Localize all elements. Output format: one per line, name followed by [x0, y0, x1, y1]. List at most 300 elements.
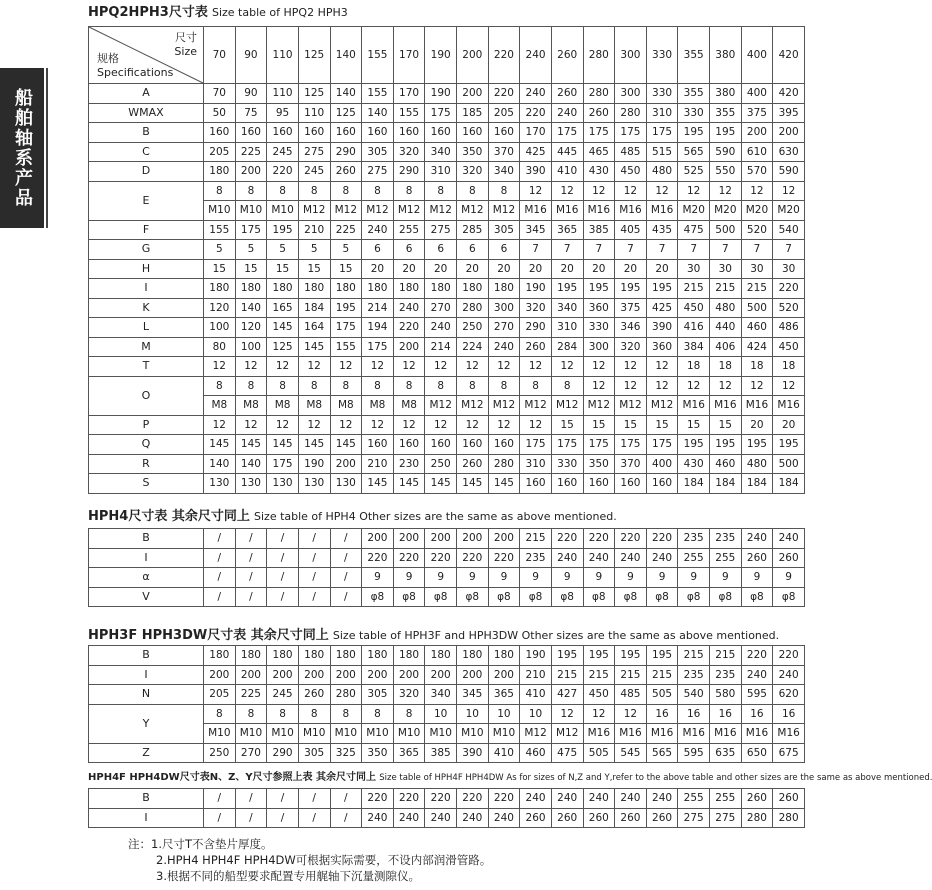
value-cell: 8 — [298, 704, 330, 724]
value-cell: 20 — [520, 259, 552, 279]
value-cell: 7 — [773, 240, 805, 260]
value-cell: 8 — [330, 181, 362, 201]
table-row — [89, 318, 805, 338]
value-cell: 565 — [678, 142, 710, 162]
value-cell: 385 — [583, 220, 615, 240]
value-cell: 410 — [488, 743, 520, 763]
value-cell: 180 — [267, 646, 299, 666]
value-cell: 480 — [646, 162, 678, 182]
value-cell: M12 — [520, 396, 552, 416]
value-cell: 260 — [773, 548, 805, 568]
value-cell: 350 — [362, 743, 394, 763]
value-cell: 370 — [615, 454, 647, 474]
value-cell: 200 — [457, 529, 489, 549]
value-cell: 5 — [235, 240, 267, 260]
header-size-cn: 尺寸 — [175, 31, 197, 44]
value-cell: 195 — [773, 435, 805, 455]
value-cell: 310 — [520, 454, 552, 474]
value-cell: 310 — [646, 103, 678, 123]
value-cell: 220 — [457, 548, 489, 568]
value-cell: 125 — [267, 337, 299, 357]
value-cell: / — [204, 789, 236, 809]
value-cell: / — [330, 789, 362, 809]
value-cell: 235 — [678, 529, 710, 549]
value-cell: 220 — [393, 789, 425, 809]
value-cell: 15 — [583, 415, 615, 435]
value-cell: / — [235, 568, 267, 588]
value-cell: 370 — [488, 142, 520, 162]
value-cell: M10 — [267, 201, 299, 221]
value-cell: / — [330, 808, 362, 828]
value-cell: 15 — [267, 259, 299, 279]
value-cell: 160 — [204, 123, 236, 143]
value-cell: 475 — [551, 743, 583, 763]
value-cell: 12 — [583, 704, 615, 724]
value-cell: 280 — [615, 103, 647, 123]
value-cell: 20 — [457, 259, 489, 279]
value-cell: 190 — [520, 646, 552, 666]
value-cell: 9 — [710, 568, 742, 588]
value-cell: 610 — [741, 142, 773, 162]
value-cell: 240 — [425, 808, 457, 828]
value-cell: M12 — [583, 396, 615, 416]
value-cell: 320 — [393, 142, 425, 162]
value-cell: 200 — [235, 162, 267, 182]
value-cell: 450 — [773, 337, 805, 357]
value-cell: 200 — [773, 123, 805, 143]
value-cell: 160 — [615, 474, 647, 494]
value-cell: 175 — [330, 318, 362, 338]
value-cell: 160 — [488, 123, 520, 143]
value-cell: 230 — [393, 454, 425, 474]
value-cell: / — [204, 568, 236, 588]
size-header-cell: 300 — [615, 27, 647, 84]
size-table-hpq2-hph3 — [88, 26, 805, 494]
value-cell: 430 — [583, 162, 615, 182]
value-cell: / — [298, 587, 330, 607]
value-cell: 270 — [425, 298, 457, 318]
value-cell: 75 — [235, 103, 267, 123]
value-cell: φ8 — [710, 587, 742, 607]
value-cell: 465 — [583, 142, 615, 162]
value-cell: 255 — [678, 789, 710, 809]
value-cell: 180 — [298, 279, 330, 299]
value-cell: 8 — [393, 181, 425, 201]
value-cell: 595 — [741, 685, 773, 705]
value-cell: M16 — [583, 724, 615, 744]
value-cell: 320 — [393, 685, 425, 705]
value-cell: 260 — [457, 454, 489, 474]
table-row — [89, 435, 805, 455]
value-cell: 395 — [773, 103, 805, 123]
table-row — [89, 220, 805, 240]
value-cell: φ8 — [520, 587, 552, 607]
value-cell: 220 — [773, 279, 805, 299]
value-cell: 180 — [488, 646, 520, 666]
value-cell: 545 — [615, 743, 647, 763]
value-cell: 215 — [710, 646, 742, 666]
value-cell: 225 — [235, 142, 267, 162]
value-cell: 110 — [298, 103, 330, 123]
row-label-cell: O — [89, 376, 204, 415]
value-cell: 250 — [425, 454, 457, 474]
value-cell: 180 — [204, 279, 236, 299]
value-cell: 380 — [710, 84, 742, 104]
value-cell: 145 — [362, 474, 394, 494]
value-cell: 240 — [520, 789, 552, 809]
value-cell: M12 — [425, 201, 457, 221]
value-cell: 160 — [520, 474, 552, 494]
value-cell: 6 — [488, 240, 520, 260]
value-cell: 195 — [267, 220, 299, 240]
value-cell: 16 — [773, 704, 805, 724]
value-cell: 130 — [330, 474, 362, 494]
value-cell: M16 — [646, 201, 678, 221]
value-cell: 200 — [488, 529, 520, 549]
value-cell: 180 — [267, 279, 299, 299]
value-cell: 320 — [520, 298, 552, 318]
value-cell: M16 — [646, 724, 678, 744]
value-cell: 6 — [457, 240, 489, 260]
value-cell: 300 — [615, 84, 647, 104]
value-cell: 8 — [362, 376, 394, 396]
value-cell: 180 — [298, 646, 330, 666]
value-cell: M16 — [710, 396, 742, 416]
size-header-cell: 355 — [678, 27, 710, 84]
value-cell: φ8 — [646, 587, 678, 607]
size-header-cell: 190 — [425, 27, 457, 84]
value-cell: 90 — [235, 84, 267, 104]
value-cell: 220 — [583, 529, 615, 549]
value-cell: 210 — [362, 454, 394, 474]
value-cell: 12 — [362, 357, 394, 377]
row-label-cell: L — [89, 318, 204, 338]
table-row — [89, 454, 805, 474]
value-cell: 225 — [330, 220, 362, 240]
value-cell: 8 — [235, 181, 267, 201]
size-header-cell: 200 — [457, 27, 489, 84]
value-cell: 12 — [615, 376, 647, 396]
value-cell: 590 — [773, 162, 805, 182]
value-cell: 540 — [678, 685, 710, 705]
value-cell: 520 — [741, 220, 773, 240]
size-header-cell: 170 — [393, 27, 425, 84]
value-cell: 215 — [678, 279, 710, 299]
value-cell: φ8 — [425, 587, 457, 607]
value-cell: 280 — [741, 808, 773, 828]
value-cell: 12 — [710, 181, 742, 201]
value-cell: 355 — [710, 103, 742, 123]
value-cell: 195 — [615, 646, 647, 666]
size-header-cell: 110 — [267, 27, 299, 84]
value-cell: / — [204, 529, 236, 549]
value-cell: 550 — [710, 162, 742, 182]
value-cell: 260 — [741, 548, 773, 568]
value-cell: 250 — [204, 743, 236, 763]
value-cell: 7 — [741, 240, 773, 260]
value-cell: 485 — [615, 142, 647, 162]
value-cell: 214 — [362, 298, 394, 318]
value-cell: M12 — [298, 201, 330, 221]
value-cell: 160 — [646, 474, 678, 494]
value-cell: 240 — [615, 548, 647, 568]
value-cell: 8 — [362, 181, 394, 201]
value-cell: 200 — [425, 665, 457, 685]
value-cell: 425 — [646, 298, 678, 318]
value-cell: / — [267, 587, 299, 607]
value-cell: / — [267, 548, 299, 568]
value-cell: 200 — [362, 665, 394, 685]
value-cell: 10 — [488, 704, 520, 724]
value-cell: 220 — [393, 318, 425, 338]
value-cell: 275 — [362, 162, 394, 182]
value-cell: 12 — [520, 357, 552, 377]
value-cell: M10 — [457, 724, 489, 744]
value-cell: 630 — [773, 142, 805, 162]
value-cell: 180 — [362, 646, 394, 666]
value-cell: 184 — [678, 474, 710, 494]
value-cell: 390 — [646, 318, 678, 338]
value-cell: 175 — [235, 220, 267, 240]
value-cell: 424 — [741, 337, 773, 357]
row-label-cell: H — [89, 259, 204, 279]
value-cell: 130 — [298, 474, 330, 494]
value-cell: 12 — [330, 415, 362, 435]
value-cell: 275 — [678, 808, 710, 828]
value-cell: 155 — [393, 103, 425, 123]
value-cell: 240 — [362, 808, 394, 828]
value-cell: 8 — [488, 181, 520, 201]
value-cell: 260 — [583, 808, 615, 828]
value-cell: 450 — [615, 162, 647, 182]
row-label-cell: F — [89, 220, 204, 240]
value-cell: M12 — [457, 201, 489, 221]
value-cell: 12 — [330, 357, 362, 377]
table-row — [89, 415, 805, 435]
table-row — [89, 685, 805, 705]
value-cell: 160 — [267, 123, 299, 143]
value-cell: 375 — [741, 103, 773, 123]
value-cell: M8 — [204, 396, 236, 416]
value-cell: 505 — [583, 743, 615, 763]
value-cell: 220 — [773, 646, 805, 666]
value-cell: 330 — [583, 318, 615, 338]
value-cell: 190 — [425, 84, 457, 104]
value-cell: 385 — [425, 743, 457, 763]
value-cell: 20 — [393, 259, 425, 279]
value-cell: / — [204, 587, 236, 607]
table-row — [89, 568, 805, 588]
value-cell: 220 — [646, 529, 678, 549]
value-cell: 384 — [678, 337, 710, 357]
value-cell: 175 — [615, 435, 647, 455]
row-label-cell: C — [89, 142, 204, 162]
value-cell: M10 — [267, 724, 299, 744]
value-cell: 290 — [267, 743, 299, 763]
value-cell: 240 — [520, 84, 552, 104]
value-cell: 5 — [330, 240, 362, 260]
value-cell: 145 — [488, 474, 520, 494]
value-cell: 220 — [551, 529, 583, 549]
value-cell: 240 — [488, 808, 520, 828]
value-cell: / — [330, 529, 362, 549]
table-row — [89, 84, 805, 104]
value-cell: 570 — [741, 162, 773, 182]
value-cell: M8 — [330, 396, 362, 416]
value-cell: M10 — [235, 724, 267, 744]
value-cell: 346 — [615, 318, 647, 338]
value-cell: 8 — [204, 376, 236, 396]
value-cell: 190 — [520, 279, 552, 299]
value-cell: 245 — [267, 142, 299, 162]
value-cell: 165 — [267, 298, 299, 318]
value-cell: 200 — [235, 665, 267, 685]
row-label-cell: Z — [89, 743, 204, 763]
value-cell: 300 — [488, 298, 520, 318]
size-header-cell: 240 — [520, 27, 552, 84]
value-cell: M12 — [330, 201, 362, 221]
row-label-cell: WMAX — [89, 103, 204, 123]
value-cell: 200 — [330, 454, 362, 474]
value-cell: / — [235, 529, 267, 549]
value-cell: 95 — [267, 103, 299, 123]
value-cell: / — [235, 808, 267, 828]
value-cell: 240 — [583, 548, 615, 568]
table-row — [89, 142, 805, 162]
value-cell: 255 — [393, 220, 425, 240]
value-cell: 12 — [298, 415, 330, 435]
value-cell: 480 — [741, 454, 773, 474]
size-header-cell: 420 — [773, 27, 805, 84]
value-cell: 325 — [330, 743, 362, 763]
value-cell: 284 — [551, 337, 583, 357]
value-cell: / — [298, 548, 330, 568]
value-cell: M10 — [204, 724, 236, 744]
value-cell: 16 — [646, 704, 678, 724]
value-cell: 7 — [551, 240, 583, 260]
value-cell: 195 — [741, 435, 773, 455]
notes-prefix: 注： — [128, 837, 151, 851]
value-cell: 240 — [362, 220, 394, 240]
value-cell: 280 — [330, 685, 362, 705]
table-row — [89, 298, 805, 318]
value-cell: 18 — [710, 357, 742, 377]
value-cell: 400 — [646, 454, 678, 474]
value-cell: 215 — [551, 665, 583, 685]
value-cell: M8 — [298, 396, 330, 416]
row-label-cell: G — [89, 240, 204, 260]
size-table-hph4f-hph4dw — [88, 788, 805, 828]
value-cell: 9 — [551, 568, 583, 588]
value-cell: 12 — [678, 376, 710, 396]
value-cell: 12 — [583, 181, 615, 201]
row-label-cell: K — [89, 298, 204, 318]
value-cell: 435 — [646, 220, 678, 240]
value-cell: 240 — [425, 318, 457, 338]
value-cell: 5 — [298, 240, 330, 260]
value-cell: 9 — [741, 568, 773, 588]
value-cell: M10 — [235, 201, 267, 221]
value-cell: M16 — [773, 396, 805, 416]
value-cell: M10 — [204, 201, 236, 221]
value-cell: M16 — [773, 724, 805, 744]
value-cell: 15 — [330, 259, 362, 279]
value-cell: 180 — [488, 279, 520, 299]
value-cell: 160 — [457, 123, 489, 143]
value-cell: 140 — [330, 84, 362, 104]
row-label-cell: B — [89, 123, 204, 143]
value-cell: 100 — [235, 337, 267, 357]
value-cell: 8 — [457, 181, 489, 201]
value-cell: 205 — [488, 103, 520, 123]
value-cell: φ8 — [362, 587, 394, 607]
value-cell: 12 — [425, 357, 457, 377]
value-cell: φ8 — [393, 587, 425, 607]
value-cell: 200 — [298, 665, 330, 685]
value-cell: 9 — [678, 568, 710, 588]
header-size-label — [174, 31, 197, 59]
value-cell: 200 — [457, 84, 489, 104]
value-cell: M16 — [615, 201, 647, 221]
value-cell: 200 — [267, 665, 299, 685]
value-cell: 255 — [678, 548, 710, 568]
value-cell: 145 — [298, 435, 330, 455]
value-cell: 160 — [457, 435, 489, 455]
value-cell: 180 — [204, 646, 236, 666]
value-cell: 9 — [520, 568, 552, 588]
value-cell: 30 — [773, 259, 805, 279]
value-cell: 220 — [393, 548, 425, 568]
value-cell: 195 — [583, 279, 615, 299]
value-cell: 416 — [678, 318, 710, 338]
value-cell: φ8 — [615, 587, 647, 607]
value-cell: M16 — [615, 724, 647, 744]
size-header-cell: 70 — [204, 27, 236, 84]
value-cell: 12 — [583, 357, 615, 377]
value-cell: 245 — [298, 162, 330, 182]
value-cell: 6 — [425, 240, 457, 260]
value-cell: 12 — [488, 357, 520, 377]
value-cell: 195 — [583, 646, 615, 666]
value-cell: 8 — [520, 376, 552, 396]
table-header-row — [89, 27, 805, 84]
value-cell: 180 — [425, 279, 457, 299]
value-cell: 200 — [330, 665, 362, 685]
value-cell: 220 — [267, 162, 299, 182]
value-cell: 140 — [235, 454, 267, 474]
value-cell: 214 — [425, 337, 457, 357]
row-label-cell: M — [89, 337, 204, 357]
value-cell: 175 — [551, 123, 583, 143]
row-label-cell: α — [89, 568, 204, 588]
value-cell: 20 — [488, 259, 520, 279]
value-cell: 12 — [615, 357, 647, 377]
value-cell: 260 — [330, 162, 362, 182]
value-cell: / — [298, 568, 330, 588]
value-cell: 12 — [646, 376, 678, 396]
value-cell: 145 — [393, 474, 425, 494]
value-cell: 290 — [393, 162, 425, 182]
value-cell: 195 — [678, 123, 710, 143]
value-cell: 305 — [488, 220, 520, 240]
value-cell: 305 — [362, 685, 394, 705]
value-cell: 12 — [457, 357, 489, 377]
value-cell: φ8 — [551, 587, 583, 607]
value-cell: 210 — [298, 220, 330, 240]
value-cell: 8 — [267, 181, 299, 201]
value-cell: 145 — [204, 435, 236, 455]
value-cell: 580 — [710, 685, 742, 705]
